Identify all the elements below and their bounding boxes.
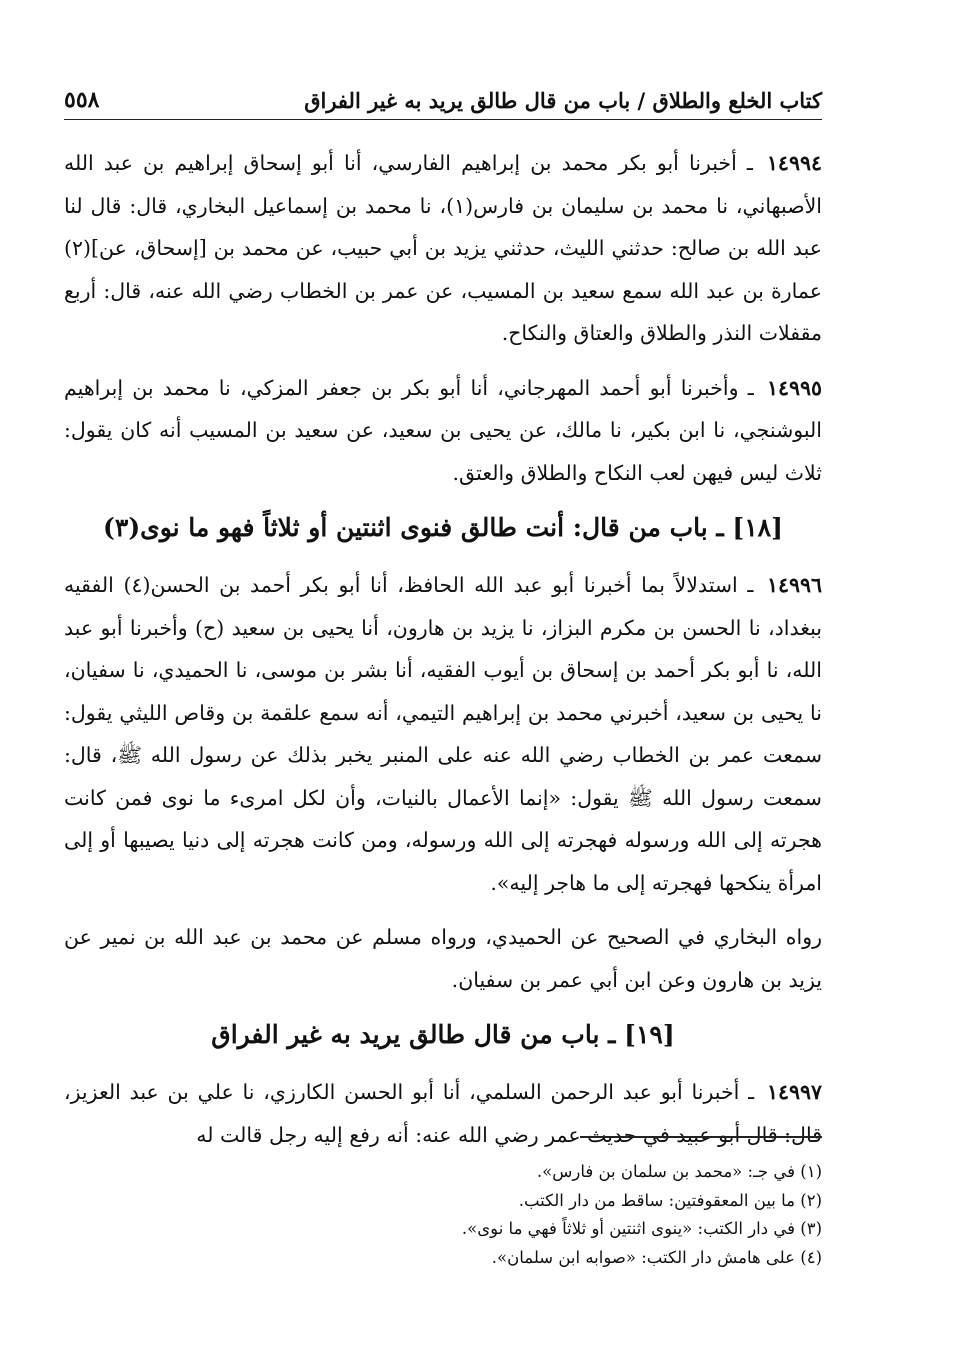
footnote-4: (٤) على هامش دار الكتب: «صوابه ابن سلمان». xyxy=(491,1247,822,1267)
footnote-1: (١) في جـ: «محمد بن سلمان بن فارس». xyxy=(536,1162,822,1181)
page-body xyxy=(64,142,822,1168)
narration-note-paragraph xyxy=(64,916,822,1001)
page-number: ٥٥٨ xyxy=(64,87,100,113)
hadith-paragraph xyxy=(64,1071,822,1156)
hadith-number: ١٤٩٩٥ xyxy=(766,375,822,400)
hadith-number: ١٤٩٩٤ xyxy=(766,151,822,175)
footnote-divider xyxy=(580,1136,822,1138)
hadith-number: ١٤٩٩٧ xyxy=(766,1080,822,1104)
narration-note-text: رواه البخاري في الصحيح عن الحميدي، ورواه مسلم عن محمد بن عبد الله بن نمير عن يزيد بن هارون وعن ابن أبي عمر بن سفيان. xyxy=(64,925,822,992)
page-header xyxy=(64,76,822,120)
hadith-number: ١٤٩٩٦ xyxy=(766,573,822,597)
footnote-2: (٢) ما بين المعقوفتين: ساقط من دار الكتب. xyxy=(518,1190,822,1210)
hadith-paragraph xyxy=(64,142,822,355)
hadith-paragraph xyxy=(64,367,822,495)
chapter-heading-19: [١٩] ـ باب من قال طالق يريد به غير الفراق xyxy=(211,1020,675,1049)
footnote-3: (٣) في دار الكتب: «ينوى اثنتين أو ثلاثاً فهي ما نوى». xyxy=(461,1219,822,1238)
hadith-text: ـ أخبرنا أبو عبد الرحمن السلمي، أنا أبو الحسن الكارزي، نا علي بن عبد العزيز، قال: قال أبو عبيد في حديث عمر رضي الله عنه: أنه رفع إليه رجل قالت له xyxy=(64,1080,822,1147)
hadith-text: ـ وأخبرنا أبو أحمد المهرجاني، أنا أبو بكر بن جعفر المزكي، نا محمد بن إبراهيم البوشنجي، نا ابن بكير، نا مالك، عن يحيى بن سعيد، عن سعيد بن المسيب أنه كان يقول: ثلاث ليس فيهن لعب النكاح والطلاق والعتق. xyxy=(64,375,822,485)
hadith-text: ـ أخبرنا أبو بكر محمد بن إبراهيم الفارسي، أنا أبو إسحاق إبراهيم بن عبد الله الأصبهاني، نا محمد بن سليمان بن فارس(١)، نا محمد بن إسماعيل البخاري، قال: قال لنا عبد الله بن صالح: حدثني الليث، حدثني يزيد بن أبي حبيب، عن محمد بن [إسحاق، عن](٢) عمارة بن عبد الله سمع سعيد بن المسيب، عن عمر بن الخطاب رضي الله عنه، قال: أربع مقفلات النذر والطلاق والعتاق والنكاح. xyxy=(64,151,822,345)
chapter-heading-18: [١٨] ـ باب من قال: أنت طالق فنوى اثنتين أو ثلاثاً فهو ما نوى(٣) xyxy=(103,513,783,542)
running-title: كتاب الخلع والطلاق / باب من قال طالق يريد به غير الفراق xyxy=(304,88,822,113)
hadith-paragraph xyxy=(64,564,822,904)
footnotes xyxy=(300,1158,822,1272)
hadith-text: ـ استدلالاً بما أخبرنا أبو عبد الله الحافظ، أنا أبو بكر أحمد بن الحسن(٤) الفقيه ببغداد، نا الحسن بن مكرم البزاز، نا يزيد بن هارون، أنا يحيى بن سعيد (ح) وأخبرنا أبو عبد الله، نا أبو بكر أحمد بن إسحاق بن أيوب الفقيه، أنا بشر بن موسى، نا الحميدي، نا سفيان، نا يحيى بن سعيد، أخبرني محمد بن إبراهيم التيمي، أنه سمع علقمة بن وقاص الليثي يقول: سمعت عمر بن الخطاب رضي الله عنه على المنبر يخبر بذلك عن رسول الله ﷺ، قال: سمعت رسول الله ﷺ يقول: «إنما الأعمال بالنيات، وأن لكل امرىء ما نوى فمن كانت هجرته إلى الله ورسوله فهجرته إلى الله ورسوله، ومن كانت هجرته إلى دنيا يصيبها أو إلى امرأة ينكحها فهجرته إلى ما هاجر إليه». xyxy=(64,573,822,895)
